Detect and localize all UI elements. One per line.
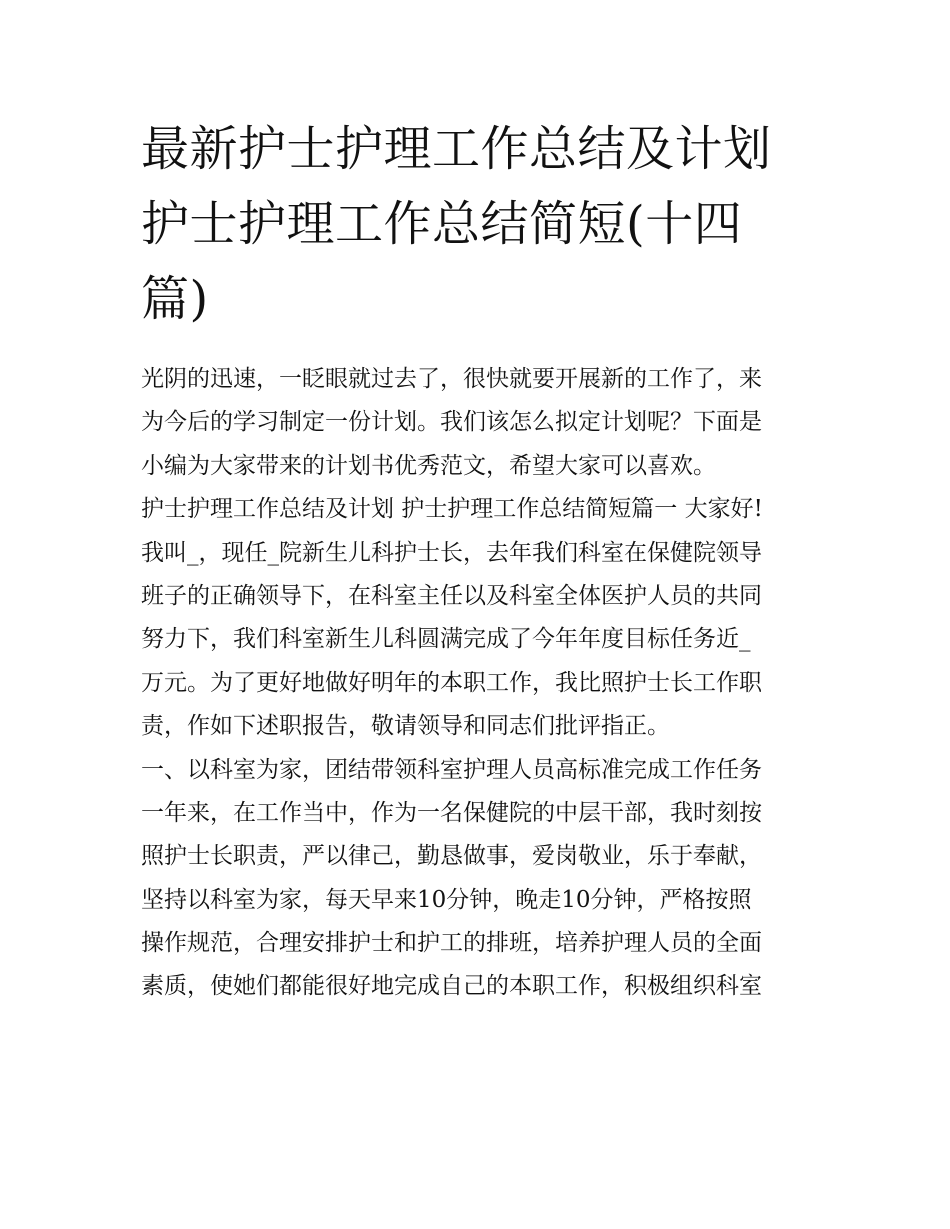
document-title — [141, 112, 821, 337]
body-line: 一年来，在工作当中，作为一名保健院的中层干部，我时刻按 — [141, 799, 762, 826]
document-body — [141, 358, 821, 1009]
title-line: 篇) — [141, 271, 209, 327]
body-line: 坚持以科室为家，每天早来10分钟，晚走10分钟，严格按照 — [141, 886, 752, 913]
body-line: 素质，使她们都能很好地完成自己的本职工作，积极组织科室 — [141, 973, 762, 1000]
body-line: 我叫_，现任_院新生儿科护士长，去年我们科室在保健院领导 — [141, 539, 762, 566]
body-line: 努力下，我们科室新生儿科圆满完成了今年年度目标任务近_ — [141, 626, 751, 653]
body-line: 一、以科室为家，团结带领科室护理人员高标准完成工作任务 — [141, 756, 762, 783]
title-line: 最新护士护理工作总结及计划 — [141, 121, 772, 177]
title-line: 护士护理工作总结简短(十四 — [141, 196, 743, 252]
body-line: 班子的正确领导下，在科室主任以及科室全体医护人员的共同 — [141, 582, 762, 609]
body-line: 为今后的学习制定一份计划。我们该怎么拟定计划呢？下面是 — [141, 409, 762, 436]
body-line: 操作规范，合理安排护士和护工的排班，培养护理人员的全面 — [141, 930, 762, 957]
body-line: 小编为大家带来的计划书优秀范文，希望大家可以喜欢。 — [141, 452, 716, 479]
body-line: 照护士长职责，严以律己，勤恳做事，爱岗敬业，乐于奉献， — [141, 843, 762, 870]
body-line: 光阴的迅速，一眨眼就过去了，很快就要开展新的工作了，来 — [141, 366, 762, 392]
body-line: 万元。为了更好地做好明年的本职工作，我比照护士长工作职 — [141, 669, 762, 696]
body-line: 责，作如下述职报告，敬请领导和同志们批评指正。 — [141, 713, 670, 740]
body-line: 护士护理工作总结及计划 护士护理工作总结简短篇一 大家好! — [141, 496, 763, 523]
